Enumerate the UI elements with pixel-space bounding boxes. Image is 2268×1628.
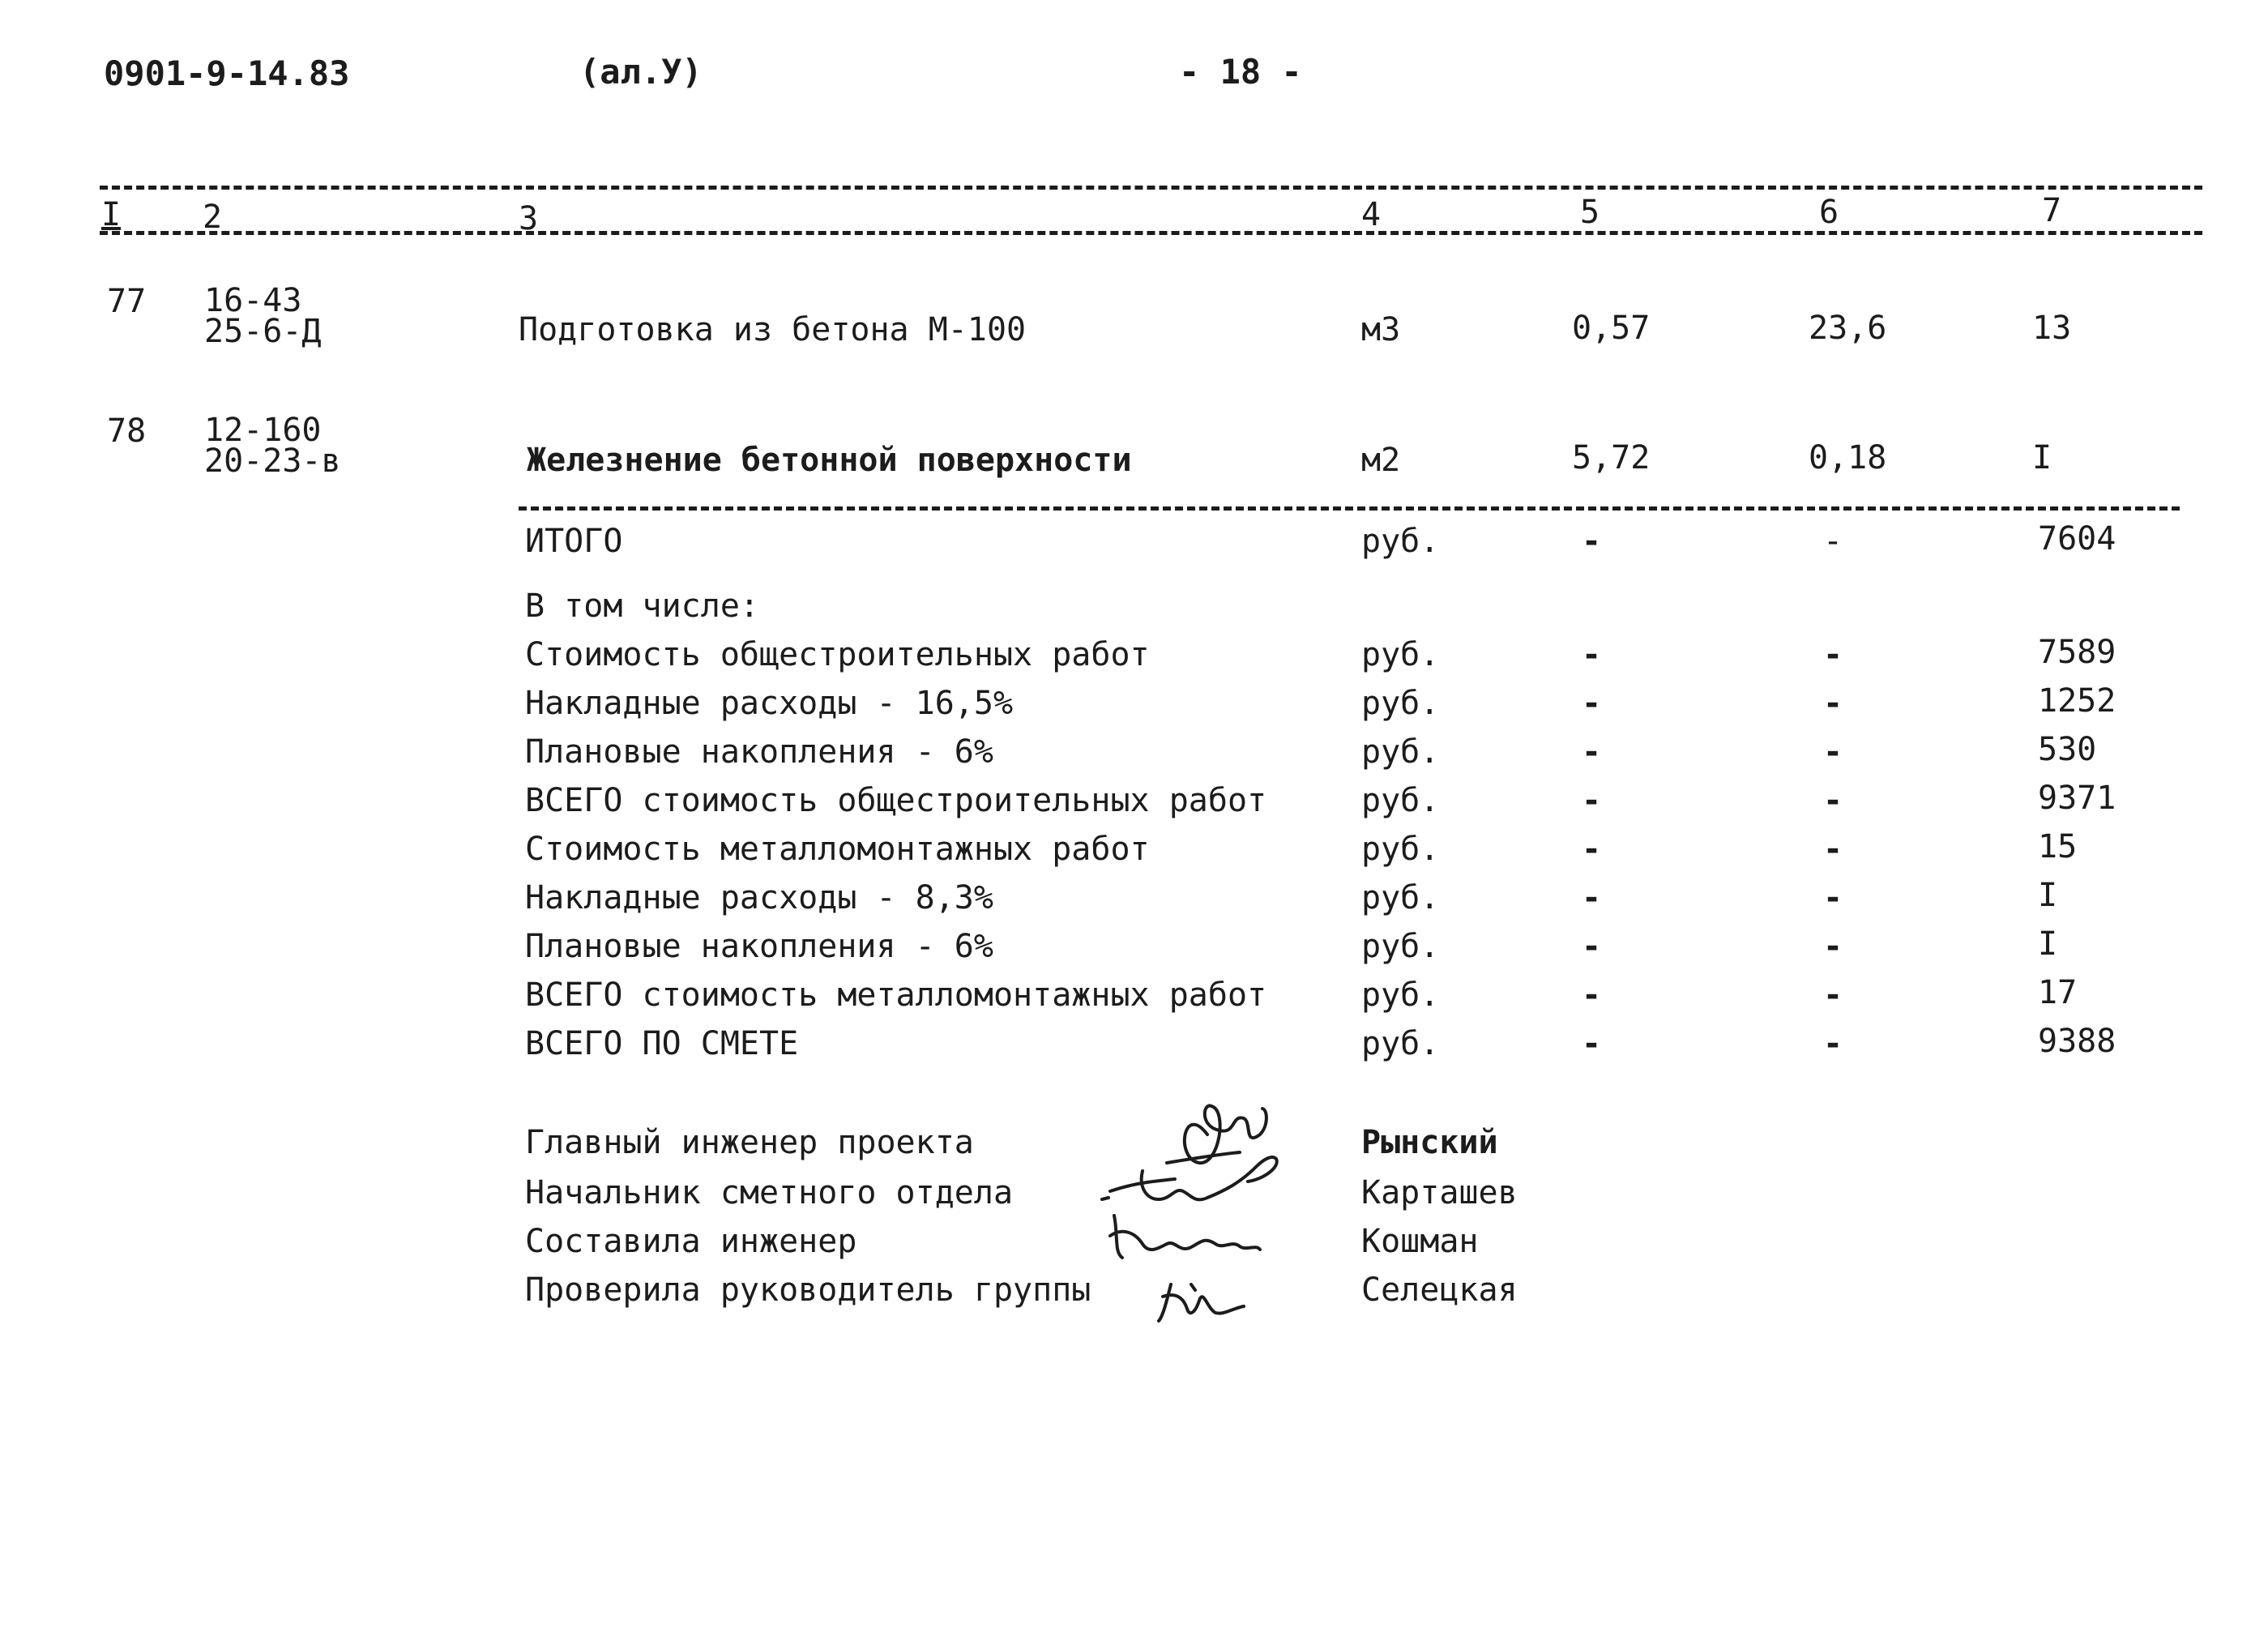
item-unit: м3: [1361, 311, 1401, 348]
totals-row-value: 7589: [2038, 634, 2116, 671]
signer-name: Рынский: [1361, 1124, 1498, 1161]
column-header-1: I: [101, 196, 122, 233]
totals-row-col6: -: [1823, 685, 1843, 722]
totals-row-value: 1252: [2038, 682, 2116, 720]
item-unit: м2: [1361, 442, 1401, 479]
totals-row-unit: руб.: [1361, 733, 1440, 771]
totals-row-unit: руб.: [1361, 685, 1440, 722]
totals-row-unit: руб.: [1361, 976, 1440, 1014]
signature-mark: [1110, 1157, 1277, 1199]
signer-role: Главный инженер проекта: [525, 1124, 974, 1161]
item-code-secondary: 20-23-в: [204, 442, 341, 480]
totals-row-col5: -: [1582, 928, 1602, 965]
signer-role: Проверила руководитель группы: [525, 1271, 1091, 1309]
totals-row-value: I: [2038, 877, 2058, 914]
item-name: Подготовка из бетона М-100: [519, 311, 1027, 348]
item-number: 78: [107, 412, 147, 450]
column-header-6: 6: [1819, 194, 1839, 231]
signer-role: Начальник сметного отдела: [525, 1174, 1014, 1211]
totals-row-col5: -: [1582, 685, 1602, 722]
totals-row-col6: -: [1823, 831, 1843, 868]
totals-row-unit: руб.: [1361, 636, 1440, 673]
column-header-7: 7: [2042, 192, 2062, 229]
totals-row-col5: -: [1582, 831, 1602, 868]
totals-row-label: Плановые накопления - 6%: [525, 928, 993, 965]
totals-col6: -: [1823, 523, 1843, 560]
page-number: - 18 -: [1179, 52, 1302, 92]
totals-row-col6: -: [1823, 636, 1843, 673]
totals-row-col6: -: [1823, 782, 1843, 819]
table-top-rule: [100, 186, 2202, 190]
signer-name: Кошман: [1361, 1223, 1479, 1260]
signature-mark: [1102, 1198, 1108, 1199]
totals-row-label: ВСЕГО стоимость металломонтажных работ: [525, 976, 1267, 1014]
item-code-primary: 16-43: [204, 282, 302, 319]
totals-rule: [519, 506, 2180, 511]
signer-role: Составила инженер: [525, 1223, 857, 1260]
signature-mark: [1110, 1216, 1260, 1258]
totals-label: ИТОГО: [525, 523, 623, 560]
item-total: I: [2032, 439, 2052, 476]
totals-row-label: Стоимость металломонтажных работ: [525, 831, 1150, 868]
item-code-primary: 12-160: [204, 412, 322, 449]
signature-mark: [1191, 1284, 1195, 1290]
totals-row-col6: -: [1823, 1025, 1843, 1062]
totals-row-label: Стоимость общестроительных работ: [525, 636, 1150, 673]
item-quantity: 0,57: [1572, 310, 1651, 347]
totals-row-unit: руб.: [1361, 1025, 1440, 1062]
signature-mark: [1159, 1284, 1244, 1321]
document-code: 0901-9-14.83: [104, 53, 350, 93]
totals-row-col6: -: [1823, 733, 1843, 771]
totals-row-col6: -: [1823, 976, 1843, 1014]
signer-name: Селецкая: [1361, 1271, 1518, 1309]
item-unit-price: 0,18: [1809, 439, 1887, 476]
handwritten-signatures: [1086, 1078, 1329, 1337]
item-unit-price: 23,6: [1809, 310, 1887, 347]
totals-value: 7604: [2038, 520, 2116, 558]
in-total-label: В том числе:: [525, 588, 759, 625]
totals-row-unit: руб.: [1361, 782, 1440, 819]
album-label: (ал.У): [579, 52, 703, 92]
totals-row-label: ВСЕГО ПО СМЕТЕ: [525, 1025, 799, 1062]
totals-row-col5: -: [1582, 782, 1602, 819]
item-number: 77: [107, 283, 147, 320]
totals-row-unit: руб.: [1361, 831, 1440, 868]
item-code-secondary: 25-6-Д: [204, 313, 322, 350]
totals-row-col6: -: [1823, 879, 1843, 917]
column-header-4: 4: [1361, 196, 1382, 233]
table-header-rule: [100, 231, 2202, 235]
column-header-3: 3: [519, 200, 539, 237]
signer-name: Карташев: [1361, 1174, 1518, 1211]
totals-row-col5: -: [1582, 1025, 1602, 1062]
totals-unit: руб.: [1361, 523, 1440, 560]
totals-row-col5: -: [1582, 733, 1602, 771]
totals-row-col5: -: [1582, 879, 1602, 917]
totals-row-col5: -: [1582, 976, 1602, 1014]
totals-row-value: 9371: [2038, 780, 2116, 817]
totals-row-value: 9388: [2038, 1023, 2116, 1060]
totals-row-col5: -: [1582, 636, 1602, 673]
totals-row-value: 15: [2038, 828, 2078, 865]
item-name: Железнение бетонной поверхности: [527, 442, 1132, 479]
totals-row-label: Накладные расходы - 16,5%: [525, 685, 1014, 722]
totals-row-label: Накладные расходы - 8,3%: [525, 879, 993, 917]
column-header-2: 2: [203, 199, 223, 236]
totals-row-label: Плановые накопления - 6%: [525, 733, 993, 771]
totals-col5: -: [1582, 523, 1602, 560]
totals-row-label: ВСЕГО стоимость общестроительных работ: [525, 782, 1267, 819]
totals-row-value: 17: [2038, 974, 2078, 1011]
totals-row-col6: -: [1823, 928, 1843, 965]
totals-row-unit: руб.: [1361, 879, 1440, 917]
totals-row-unit: руб.: [1361, 928, 1440, 965]
item-quantity: 5,72: [1572, 439, 1651, 476]
totals-row-value: 530: [2038, 731, 2097, 768]
column-header-5: 5: [1580, 194, 1600, 231]
item-total: 13: [2032, 310, 2072, 347]
totals-row-value: I: [2038, 925, 2058, 963]
